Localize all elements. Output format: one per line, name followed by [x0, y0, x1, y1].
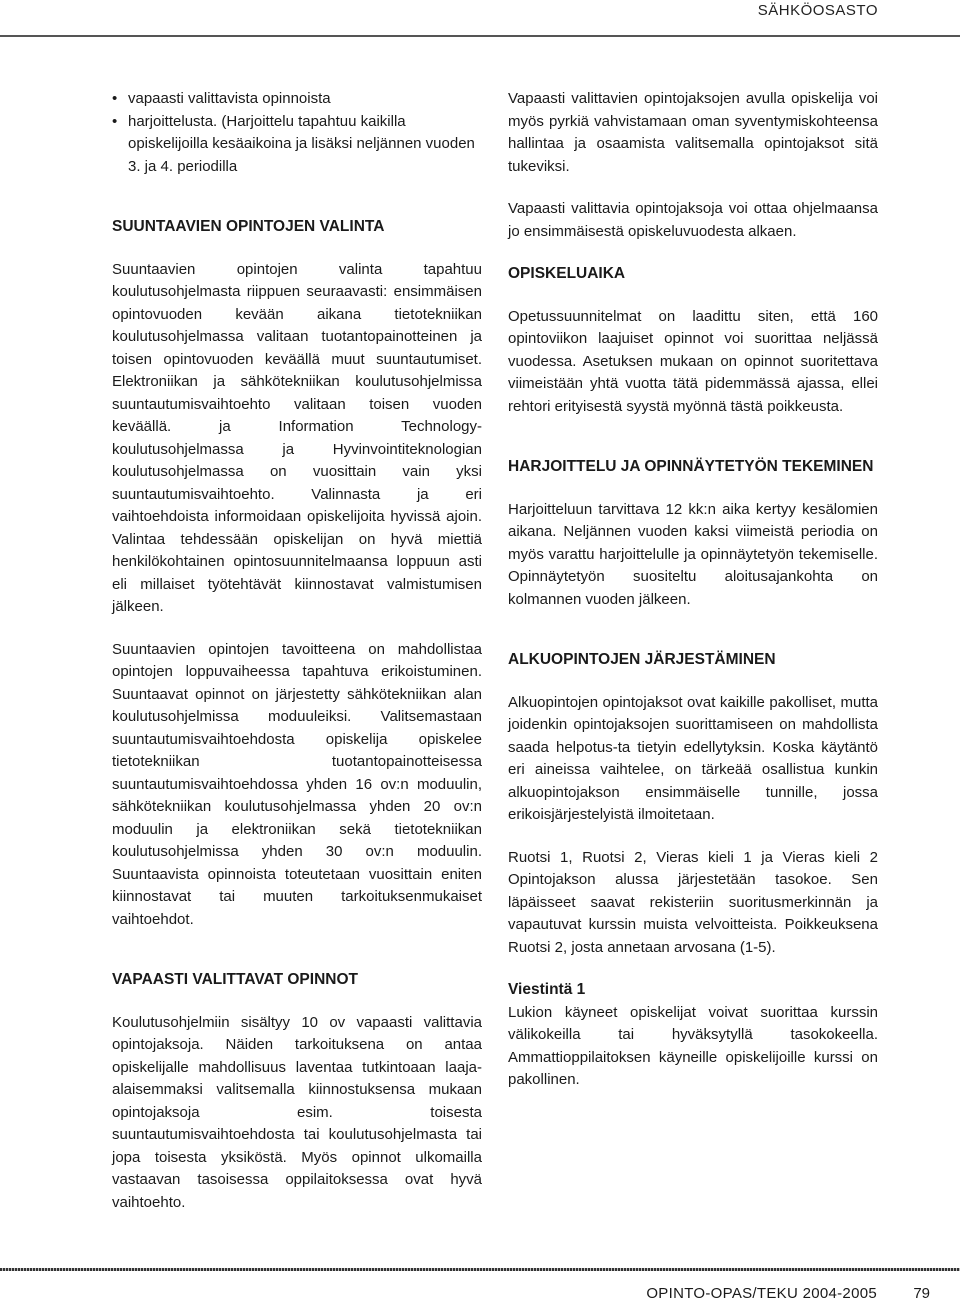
header-divider	[0, 35, 960, 37]
paragraph: Vapaasti valittavien opintojaksojen avulla opiskelija voi myös pyrkiä vahvistamaan oman syventymiskohteensa hallintaa ja osaamista valitsemalla opintojaksot sitä tukeviksi.	[508, 90, 878, 175]
paragraph: Vapaasti valittavia opintojaksoja voi ottaa ohjelmaansa jo ensimmäisestä opiskeluvuodesta alkaen.	[508, 200, 878, 240]
paragraph: Suuntaavien opintojen valinta tapahtuu koulutusohjelmasta riippuen seuraavasti: ensimmäisen opintovuoden kevään aikana tietotekniikan koulutusohjelmassa valitaan tuotantopainotteinen ja toisen opintovuoden keväällä muut suuntautumiset. Elektroniikan ja sähkötekniikan koulutusohjelmissa suuntautumisvaihtoehto valitaan toisen vuoden keväällä. ja Information Technology- koulutusohjelmassa ja Hyvinvointiteknologian koulutusohjelmassa on vuosittain vain yksi suuntautumisvaihtoehto. Valinnasta ja eri vaihtoehdoista informoidaan opiskelijoita hyvissä ajoin. Valintaa tehdessään opiskelijan on hyvä miettiä henkilökohtainen opintosuunnitelmaansa loppuun asti eli millaiset työtehtävät kiinnostavat valmistumisen jälkeen.	[112, 260, 482, 615]
list-item: • harjoittelusta. (Harjoittelu tapahtuu kaikilla opiskelijoilla kesäaikoina ja lisäksi neljännen vuoden 3. ja 4. periodilla	[112, 111, 482, 179]
section-heading: SUUNTAAVIEN OPINTOJEN VALINTA	[112, 218, 385, 235]
right-column	[508, 88, 878, 1112]
header-title: SÄHKÖOSASTO	[757, 2, 878, 19]
paragraph: Koulutusohjelmiin sisältyy 10 ov vapaasti valittavia opintojaksoja. Näiden tarkoituksena on antaa opiskelijalle mahdollisuus laventaa tutkintoaan laaja-alaisemmaksi valitsemalla kiinnostuksensa mukaan opintojaksoja esim. toisesta suuntautumisvaihtoehdosta tai koulutusohjelmasta tai jopa toisesta yksiköstä. Myös opinnot ulkomailla vastaavan tasoisessa oppilaitoksessa ovat hyvä vaihtoehto.	[112, 1013, 482, 1211]
paragraph: Lukion käyneet opiskelijat voivat suorittaa kurssin välikokeilla tai hyväksytyllä tasokokeella. Ammattioppilaitoksen käyneille opiskelijoille kurssi on pakollinen.	[508, 1003, 878, 1088]
section-heading: VAPAASTI VALITTAVAT OPINNOT	[112, 971, 358, 988]
list-item: • vapaasti valittavista opinnoista	[112, 88, 482, 111]
page-number: 79	[913, 1285, 930, 1302]
paragraph: Harjoitteluun tarvittava 12 kk:n aika kertyy kesälomien aikana. Neljännen vuoden kaksi viimeistä periodia on myös varattu harjoittelulle ja opinnäytetyön tekemiselle. Opinnäytetyön suositeltu aloitusajankohta on kolmannen vuoden jälkeen.	[508, 500, 878, 608]
paragraph: Ruotsi 1, Ruotsi 2, Vieras kieli 1 ja Vieras kieli 2 Opintojakson alussa järjestetään tasokoe. Sen läpäisseet saavat rekisteriin suoritusmerkinnän ja vapautuvat kurssin muista velvoitteista. Poikkeuksena Ruotsi 2, josta annetaan arvosana (1-5).	[508, 848, 878, 956]
footer-divider	[0, 1268, 960, 1271]
section-heading: HARJOITTELU JA OPINNÄYTETYÖN TEKEMINEN	[508, 458, 874, 475]
section-heading: OPISKELUAIKA	[508, 265, 626, 282]
paragraph: Suuntaavien opintojen tavoitteena on mahdollistaa opintojen loppuvaiheessa tapahtuva erikoistuminen. Suuntaavat opinnot on järjestetty sähkötekniikan alan koulutusohjelmissa moduuleiksi. Valitsemastaan suuntautumisvaihtoehdosta opiskelija opiskelee tietotekniikan tuotantopainotteisessa suuntautumisvaihtoehdossa yhden 16 ov:n moduulin, sähkötekniikan koulutusohjelmassa yhden 20 ov:n moduulin ja elektroniikan sekä tietotekniikan koulutusohjelmissa yhden 30 ov:n moduulin. Suuntaavista opinnoista toteutetaan vuosittain eniten kiinnostavat tai muuten tarkoituksenmukaiset vaihtoehdot.	[112, 640, 482, 928]
paragraph: Alkuopintojen opintojaksot ovat kaikille pakolliset, mutta joidenkin opintojaksojen suorittamiseen on mahdollista saada helpotus-ta tietyin edellytyksin. Koska käytäntö eri aineissa vaihtelee, on tärkeää osallistua kunkin alkuopintojakson ensimmäiselle tunnille, jossa erikoisjärjestelyistä ilmoitetaan.	[508, 693, 878, 823]
footer-title: OPINTO-OPAS/TEKU 2004-2005	[646, 1285, 877, 1302]
paragraph: Opetussuunnitelmat on laadittu siten, että 160 opintoviikon laajuiset opinnot voi suorittaa neljässä vuodessa. Asetuksen mukaan on opinnot suoritettava viimeistään yhtä vuotta tätä pidemmässä ajassa, ellei rehtori erityisestä syystä myönnä tästä poikkeusta.	[508, 307, 878, 415]
subsection-heading: Viestintä 1	[508, 981, 586, 998]
left-column	[112, 88, 482, 1234]
bullet-list	[112, 88, 482, 178]
section-heading: ALKUOPINTOJEN JÄRJESTÄMINEN	[508, 651, 776, 668]
